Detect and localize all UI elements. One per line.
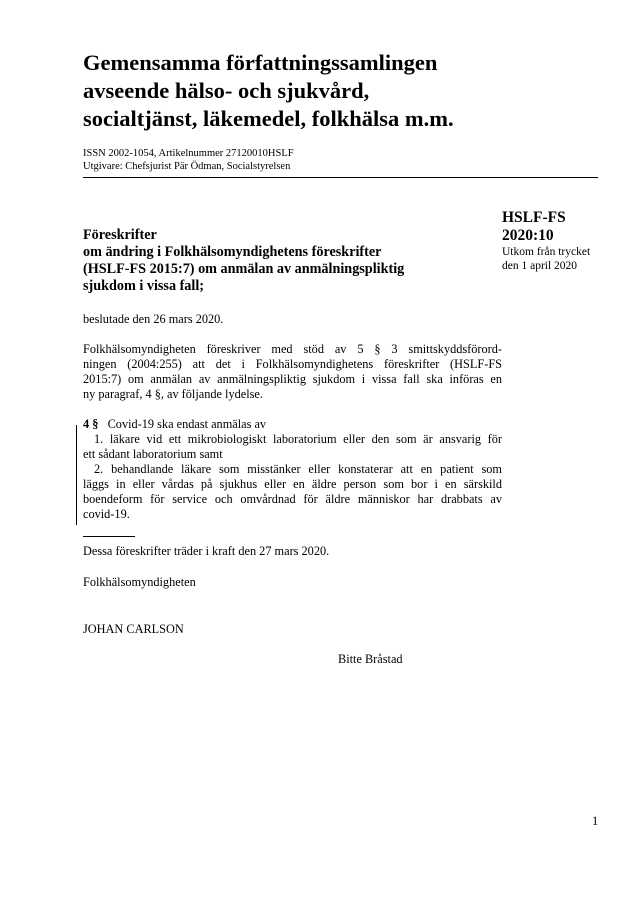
title-line: (HSLF-FS 2015:7) om anmälan av anmälningspliktig (83, 261, 405, 277)
intro-line: ningen (2004:255) att det i Folkhälsomyndighetens föreskrifter (HSLF-FS (83, 357, 502, 371)
publisher-line: Utgivare: Chefsjurist Pär Ödman, Socialstyrelsen (83, 161, 291, 172)
title-line: Föreskrifter (83, 227, 157, 243)
issuing-authority: Folkhälsomyndigheten (83, 575, 196, 589)
section-number: 4 § (83, 417, 99, 431)
published-date: den 1 april 2020 (502, 260, 578, 272)
header-divider (83, 177, 598, 178)
item-2-line: läggs in eller vårdas på sjukhus eller en äldre person som bor i en särskild (83, 477, 502, 491)
section-4 (83, 417, 502, 522)
series-label: HSLF-FS (502, 209, 566, 226)
decision-date: beslutade den 26 mars 2020. (83, 312, 224, 326)
masthead-line: Gemensamma författningssamlingen (83, 50, 438, 75)
masthead-line: avseende hälso- och sjukvård, (83, 78, 370, 103)
amendment-marker-bar (76, 425, 77, 525)
item-2-line: covid-19. (83, 507, 130, 521)
section-lead-text: Covid-19 ska endast anmälas av (107, 417, 267, 431)
item-1-line: 1. läkare vid ett mikrobiologiskt laboratorium eller den som är ansvarig för (94, 432, 502, 446)
published-line: Utkom från trycket (502, 246, 591, 258)
effective-date: Dessa föreskrifter träder i kraft den 27 mars 2020. (83, 544, 330, 558)
masthead-title (83, 49, 543, 133)
item-1-line: ett sådant laboratorium samt (83, 447, 223, 461)
intro-paragraph (83, 342, 502, 402)
page-number: 1 (592, 814, 599, 828)
item-2-line: 2. behandlande läkare som misstänker eller konstaterar att en patient som (94, 462, 502, 476)
intro-line: Folkhälsomyndigheten föreskriver med stöd av 5 § 3 smittskyddsförord- (83, 342, 502, 356)
publication-meta (83, 147, 294, 173)
item-2-line: boendeform för service och omvårdnad för äldre människor har drabbats av (83, 492, 502, 506)
section-lead (83, 417, 502, 432)
masthead-line: socialtjänst, läkemedel, folkhälsa m.m. (83, 106, 454, 131)
title-line: om ändring i Folkhälsomyndighetens föreskrifter (83, 244, 382, 260)
signatory-secondary: Bitte Bråstad (338, 652, 403, 666)
series-number: 2020:10 (502, 227, 554, 244)
regulation-title (83, 227, 503, 295)
intro-line: ny paragraf, 4 §, av följande lydelse. (83, 387, 263, 401)
intro-line: 2015:7) om anmälan av anmälningspliktig sjukdom i vissa fall ska införas en (83, 372, 502, 386)
issn-line: ISSN 2002-1054, Artikelnummer 27120010HSLF (83, 148, 294, 159)
title-line: sjukdom i vissa fall; (83, 278, 205, 294)
sidebar-reference (502, 209, 617, 273)
signatory-primary: JOHAN CARLSON (83, 622, 184, 636)
short-divider (83, 536, 135, 537)
